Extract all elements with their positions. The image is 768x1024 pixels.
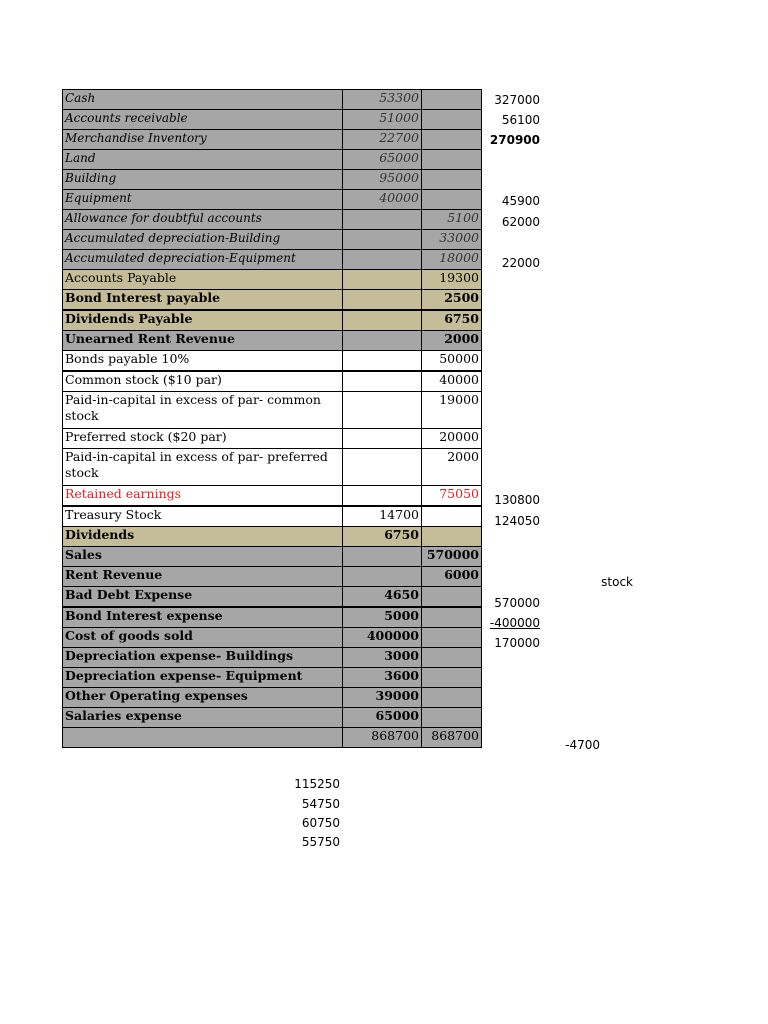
account-name-cell[interactable]: Dividends Payable	[63, 310, 343, 331]
debit-cell[interactable]: 3000	[343, 648, 422, 668]
side-note: 570000	[494, 596, 540, 610]
account-name-cell[interactable]: Preferred stock ($20 par)	[63, 429, 343, 449]
credit-cell[interactable]: 570000	[422, 547, 482, 567]
table-row	[63, 150, 482, 170]
credit-cell[interactable]: 2500	[422, 290, 482, 311]
credit-cell[interactable]: 868700	[422, 728, 482, 748]
table-row	[63, 567, 482, 587]
account-name-cell[interactable]: Depreciation expense- Equipment	[63, 668, 343, 688]
side-note: 22000	[501, 256, 540, 270]
credit-cell[interactable]: 2000	[422, 331, 482, 351]
side-note: 270900	[489, 133, 540, 147]
account-name-cell[interactable]: Cost of goods sold	[63, 628, 343, 648]
account-name-cell[interactable]: Treasury Stock	[63, 506, 343, 527]
credit-cell[interactable]	[422, 668, 482, 688]
account-name-cell[interactable]: Paid-in-capital in excess of par- preferred stock	[63, 449, 343, 486]
account-name-cell[interactable]: Accounts Payable	[63, 270, 343, 290]
debit-cell[interactable]	[343, 567, 422, 587]
account-name-cell[interactable]: Bond Interest payable	[63, 290, 343, 311]
table-row	[63, 250, 482, 270]
table-row	[63, 648, 482, 668]
account-name-cell[interactable]	[63, 728, 343, 748]
account-name-cell[interactable]: Bad Debt Expense	[63, 587, 343, 608]
debit-cell[interactable]	[343, 547, 422, 567]
debit-cell[interactable]	[343, 210, 422, 230]
account-name-cell[interactable]: Accumulated depreciation-Equipment	[63, 250, 343, 270]
debit-cell[interactable]: 51000	[343, 110, 422, 130]
account-name-cell[interactable]: Cash	[63, 90, 343, 110]
table-row	[63, 290, 482, 311]
credit-cell[interactable]: 33000	[422, 230, 482, 250]
account-name-cell[interactable]: Depreciation expense- Buildings	[63, 648, 343, 668]
debit-cell[interactable]	[343, 290, 422, 311]
credit-cell[interactable]: 50000	[422, 351, 482, 372]
table-row	[63, 688, 482, 708]
table-row	[63, 668, 482, 688]
table-row	[63, 170, 482, 190]
debit-cell[interactable]: 40000	[343, 190, 422, 210]
account-name-cell[interactable]: Common stock ($10 par)	[63, 371, 343, 392]
credit-cell[interactable]	[422, 688, 482, 708]
side-note: 62000	[501, 215, 540, 229]
table-row	[63, 190, 482, 210]
debit-cell[interactable]	[343, 371, 422, 392]
table-row	[63, 506, 482, 527]
side-note: stock	[601, 575, 633, 589]
account-name-cell[interactable]: Sales	[63, 547, 343, 567]
table-row	[63, 628, 482, 648]
account-name-cell[interactable]: Accumulated depreciation-Building	[63, 230, 343, 250]
side-note: 55750	[301, 835, 340, 849]
side-note: 130800	[494, 493, 540, 507]
account-name-cell[interactable]: Land	[63, 150, 343, 170]
table-row	[63, 392, 482, 429]
debit-cell[interactable]	[343, 486, 422, 507]
account-name-cell[interactable]: Building	[63, 170, 343, 190]
side-note: 124050	[494, 514, 540, 528]
debit-cell[interactable]: 6750	[343, 527, 422, 547]
table-row	[63, 371, 482, 392]
trial-balance-table	[62, 89, 482, 748]
table-row	[63, 331, 482, 351]
debit-cell[interactable]	[343, 310, 422, 331]
debit-cell[interactable]	[343, 351, 422, 372]
credit-cell[interactable]	[422, 648, 482, 668]
account-name-cell[interactable]: Unearned Rent Revenue	[63, 331, 343, 351]
debit-cell[interactable]: 868700	[343, 728, 422, 748]
table-row	[63, 449, 482, 486]
side-note: -4700	[565, 738, 600, 752]
account-name-cell[interactable]: Equipment	[63, 190, 343, 210]
table-row	[63, 351, 482, 372]
debit-cell[interactable]	[343, 230, 422, 250]
credit-cell[interactable]: 18000	[422, 250, 482, 270]
side-note: 60750	[301, 816, 340, 830]
credit-cell[interactable]	[422, 150, 482, 170]
side-note: 56100	[501, 113, 540, 127]
debit-cell[interactable]: 14700	[343, 506, 422, 527]
table-row	[63, 587, 482, 608]
credit-cell[interactable]	[422, 170, 482, 190]
debit-cell[interactable]: 400000	[343, 628, 422, 648]
account-name-cell[interactable]: Other Operating expenses	[63, 688, 343, 708]
account-name-cell[interactable]: Bonds payable 10%	[63, 351, 343, 372]
table-row	[63, 110, 482, 130]
table-row	[63, 90, 482, 110]
debit-cell[interactable]	[343, 250, 422, 270]
account-name-cell[interactable]: Merchandise Inventory	[63, 130, 343, 150]
side-note: 327000	[494, 93, 540, 107]
table-row	[63, 130, 482, 150]
debit-cell[interactable]: 5000	[343, 607, 422, 628]
debit-cell[interactable]: 39000	[343, 688, 422, 708]
debit-cell[interactable]: 95000	[343, 170, 422, 190]
side-note: 115250	[294, 777, 340, 791]
credit-cell[interactable]: 40000	[422, 371, 482, 392]
account-name-cell[interactable]: Rent Revenue	[63, 567, 343, 587]
account-name-cell[interactable]: Dividends	[63, 527, 343, 547]
table-row	[63, 210, 482, 230]
debit-cell[interactable]: 65000	[343, 708, 422, 728]
table-row	[63, 708, 482, 728]
credit-cell[interactable]: 5100	[422, 210, 482, 230]
debit-cell[interactable]: 4650	[343, 587, 422, 608]
credit-cell[interactable]: 2000	[422, 449, 482, 486]
debit-cell[interactable]: 22700	[343, 130, 422, 150]
debit-cell[interactable]	[343, 270, 422, 290]
account-name-cell[interactable]: Bond Interest expense	[63, 607, 343, 628]
table-row	[63, 607, 482, 628]
account-name-cell[interactable]: Retained earnings	[63, 486, 343, 507]
table-row	[63, 310, 482, 331]
side-note: 45900	[501, 194, 540, 208]
credit-cell[interactable]: 6750	[422, 310, 482, 331]
table-row	[63, 230, 482, 250]
account-name-cell[interactable]: Accounts receivable	[63, 110, 343, 130]
table-row	[63, 728, 482, 748]
side-note: -400000	[489, 616, 540, 630]
debit-cell[interactable]: 3600	[343, 668, 422, 688]
side-note: 54750	[301, 797, 340, 811]
debit-cell[interactable]	[343, 449, 422, 486]
debit-cell[interactable]: 53300	[343, 90, 422, 110]
debit-cell[interactable]: 65000	[343, 150, 422, 170]
credit-cell[interactable]	[422, 708, 482, 728]
table-row	[63, 270, 482, 290]
debit-cell[interactable]	[343, 331, 422, 351]
account-name-cell[interactable]: Allowance for doubtful accounts	[63, 210, 343, 230]
table-row	[63, 547, 482, 567]
account-name-cell[interactable]: Paid-in-capital in excess of par- common stock	[63, 392, 343, 429]
credit-cell[interactable]: 75050	[422, 486, 482, 507]
table-row	[63, 486, 482, 507]
table-row	[63, 527, 482, 547]
credit-cell[interactable]: 20000	[422, 429, 482, 449]
credit-cell[interactable]: 19300	[422, 270, 482, 290]
side-note: 170000	[494, 636, 540, 650]
debit-cell[interactable]	[343, 392, 422, 429]
credit-cell[interactable]: 6000	[422, 567, 482, 587]
debit-cell[interactable]	[343, 429, 422, 449]
account-name-cell[interactable]: Salaries expense	[63, 708, 343, 728]
table-row	[63, 429, 482, 449]
credit-cell[interactable]: 19000	[422, 392, 482, 429]
credit-cell[interactable]	[422, 527, 482, 547]
